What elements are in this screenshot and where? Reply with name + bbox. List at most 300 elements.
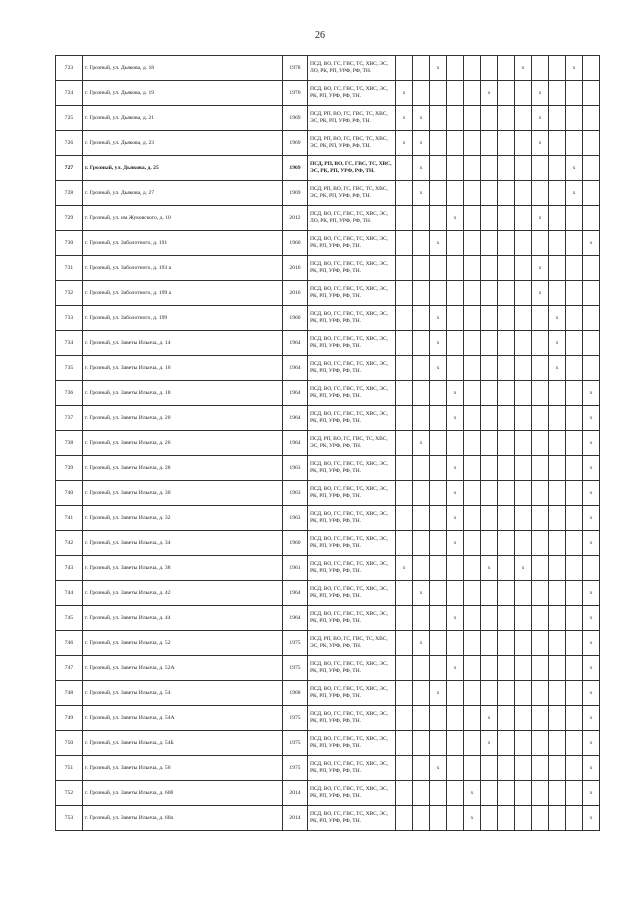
row-works-list: ПСД, ВО, ГС, ГВС, ТС, ХВС, ЭС, РК, РП, УРФ, РФ, ТН. — [308, 381, 396, 406]
row-number: 749 — [56, 706, 83, 731]
row-period-mark — [566, 256, 583, 281]
row-period-mark — [566, 556, 583, 581]
row-number: 753 — [56, 806, 83, 831]
row-period-mark: х — [532, 206, 549, 231]
row-period-mark — [481, 681, 498, 706]
row-period-mark — [396, 606, 413, 631]
row-period-mark — [532, 381, 549, 406]
row-period-mark — [532, 631, 549, 656]
row-period-mark — [430, 256, 447, 281]
table-row — [56, 156, 600, 181]
row-period-mark — [464, 231, 481, 256]
table-row — [56, 131, 600, 156]
row-period-mark — [464, 631, 481, 656]
row-period-mark — [532, 231, 549, 256]
row-period-mark — [549, 406, 566, 431]
row-period-mark — [481, 306, 498, 331]
row-period-mark — [532, 306, 549, 331]
row-period-mark: х — [549, 356, 566, 381]
row-period-mark — [566, 281, 583, 306]
row-period-mark — [430, 781, 447, 806]
row-year: 1969 — [283, 106, 308, 131]
row-address: г. Грозный, ул. Заветы Ильича, д. 38 — [83, 556, 283, 581]
row-period-mark — [549, 231, 566, 256]
row-number: 726 — [56, 131, 83, 156]
row-period-mark: х — [583, 406, 600, 431]
row-period-mark — [430, 506, 447, 531]
row-period-mark — [515, 256, 532, 281]
table-row — [56, 631, 600, 656]
row-period-mark — [396, 281, 413, 306]
row-number: 752 — [56, 781, 83, 806]
table-row — [56, 56, 600, 81]
row-period-mark — [549, 681, 566, 706]
row-period-mark: х — [583, 781, 600, 806]
row-period-mark — [464, 81, 481, 106]
row-period-mark — [583, 556, 600, 581]
row-period-mark — [464, 406, 481, 431]
row-period-mark — [396, 456, 413, 481]
row-address: г. Грозный, ул. Заветы Ильича, д. 54А — [83, 706, 283, 731]
row-period-mark — [515, 606, 532, 631]
row-year: 1975 — [283, 631, 308, 656]
row-address: г. Грозный, ул. им Жуковского, д. 10 — [83, 206, 283, 231]
row-period-mark: х — [583, 681, 600, 706]
table-row — [56, 756, 600, 781]
row-period-mark — [464, 306, 481, 331]
row-period-mark — [515, 231, 532, 256]
row-works-list: ПСД, ВО, ГС, ГВС, ТС, ХВС, ЭС, РК, РП, УРФ, РФ, ТН. — [308, 731, 396, 756]
row-period-mark — [464, 156, 481, 181]
row-period-mark — [481, 506, 498, 531]
row-period-mark — [430, 431, 447, 456]
row-period-mark — [549, 606, 566, 631]
table-row — [56, 106, 600, 131]
row-year: 1963 — [283, 481, 308, 506]
row-period-mark — [532, 606, 549, 631]
row-period-mark — [481, 431, 498, 456]
row-period-mark — [566, 756, 583, 781]
row-period-mark: х — [464, 781, 481, 806]
row-period-mark: х — [549, 306, 566, 331]
row-period-mark — [549, 281, 566, 306]
row-year: 1964 — [283, 356, 308, 381]
row-period-mark — [498, 181, 515, 206]
row-period-mark — [566, 131, 583, 156]
row-period-mark — [464, 531, 481, 556]
row-period-mark — [549, 531, 566, 556]
table-row — [56, 331, 600, 356]
row-period-mark — [481, 231, 498, 256]
row-period-mark: х — [583, 656, 600, 681]
row-works-list: ПСД, РП, ВО, ГС, ГВС, ТС, ХВС, ЭС, РК, РП, УРФ, РФ, ТН. — [308, 156, 396, 181]
row-period-mark — [447, 756, 464, 781]
row-period-mark — [447, 81, 464, 106]
row-period-mark — [481, 131, 498, 156]
row-period-mark — [447, 556, 464, 581]
row-period-mark — [464, 606, 481, 631]
row-period-mark — [532, 806, 549, 831]
row-period-mark — [396, 306, 413, 331]
row-period-mark — [413, 381, 430, 406]
row-period-mark — [447, 631, 464, 656]
row-period-mark — [481, 756, 498, 781]
row-period-mark — [498, 581, 515, 606]
row-period-mark — [396, 506, 413, 531]
row-period-mark — [549, 631, 566, 656]
row-period-mark — [413, 806, 430, 831]
row-address: г. Грозный, ул. Заветы Ильича, д. 20 — [83, 406, 283, 431]
row-period-mark — [430, 156, 447, 181]
row-period-mark — [413, 781, 430, 806]
row-period-mark: х — [430, 756, 447, 781]
table-row — [56, 781, 600, 806]
row-year: 1970 — [283, 81, 308, 106]
row-works-list: ПСД, РП, ВО, ГС, ГВС, ТС, ХВС, ЭС, РК, РП, УРФ, РФ, ТН. — [308, 106, 396, 131]
row-period-mark — [447, 706, 464, 731]
row-period-mark — [549, 206, 566, 231]
row-year: 2014 — [283, 781, 308, 806]
row-period-mark — [447, 231, 464, 256]
row-period-mark — [583, 281, 600, 306]
row-period-mark — [464, 106, 481, 131]
table-row — [56, 731, 600, 756]
row-period-mark — [481, 631, 498, 656]
row-number: 737 — [56, 406, 83, 431]
row-period-mark — [515, 681, 532, 706]
row-period-mark — [430, 381, 447, 406]
row-period-mark — [566, 231, 583, 256]
row-number: 731 — [56, 256, 83, 281]
row-period-mark — [498, 431, 515, 456]
row-address: г. Грозный, ул. Заветы Ильича, д. 52А — [83, 656, 283, 681]
table-row — [56, 581, 600, 606]
row-period-mark: х — [532, 81, 549, 106]
table-row — [56, 181, 600, 206]
row-period-mark — [498, 706, 515, 731]
row-period-mark: х — [583, 706, 600, 731]
row-period-mark — [532, 781, 549, 806]
row-period-mark — [413, 206, 430, 231]
row-period-mark — [430, 481, 447, 506]
row-works-list: ПСД, ВО, ГС, ГВС, ТС, ХВС, ЭС, РК, РП, УРФ, РФ, ТН. — [308, 706, 396, 731]
row-period-mark: х — [583, 806, 600, 831]
row-number: 739 — [56, 456, 83, 481]
row-period-mark — [549, 256, 566, 281]
row-period-mark — [464, 356, 481, 381]
row-period-mark — [464, 206, 481, 231]
row-period-mark — [464, 431, 481, 456]
row-period-mark — [413, 506, 430, 531]
row-period-mark — [481, 206, 498, 231]
row-period-mark — [396, 156, 413, 181]
page-number: 26 — [315, 30, 325, 41]
row-number: 747 — [56, 656, 83, 681]
row-period-mark — [430, 181, 447, 206]
row-period-mark — [447, 581, 464, 606]
row-period-mark — [515, 331, 532, 356]
row-period-mark — [430, 706, 447, 731]
table-row — [56, 481, 600, 506]
row-period-mark — [413, 356, 430, 381]
row-works-list: ПСД, ВО, ГС, ГВС, ТС, ХВС, ЭС, РК, РП, УРФ, РФ, ТН. — [308, 81, 396, 106]
row-period-mark — [549, 781, 566, 806]
row-period-mark: х — [430, 306, 447, 331]
row-period-mark — [464, 706, 481, 731]
row-address: г. Грозный, ул. Заветы Ильича, д. 54Б — [83, 731, 283, 756]
row-year: 1963 — [283, 456, 308, 481]
row-period-mark — [447, 256, 464, 281]
row-period-mark — [532, 681, 549, 706]
row-period-mark — [566, 481, 583, 506]
row-period-mark — [498, 406, 515, 431]
row-address: г. Грозный, ул. Заветы Ильича, д. 30 — [83, 481, 283, 506]
row-period-mark — [430, 581, 447, 606]
row-period-mark — [481, 381, 498, 406]
row-period-mark — [413, 406, 430, 431]
row-period-mark — [498, 756, 515, 781]
row-address: г. Грозный, ул. Заветы Ильича, д. 42 — [83, 581, 283, 606]
row-works-list: ПСД, ВО, ГС, ГВС, ТС, ХВС, ЭС, РК, РП, УРФ, РФ, ТН. — [308, 306, 396, 331]
row-period-mark — [413, 331, 430, 356]
row-period-mark — [549, 706, 566, 731]
row-period-mark — [566, 356, 583, 381]
row-period-mark — [498, 306, 515, 331]
row-period-mark — [515, 806, 532, 831]
row-period-mark — [481, 606, 498, 631]
row-year: 1975 — [283, 731, 308, 756]
row-period-mark: х — [447, 656, 464, 681]
row-period-mark — [481, 456, 498, 481]
row-period-mark: х — [396, 131, 413, 156]
row-period-mark — [549, 731, 566, 756]
row-period-mark: х — [396, 556, 413, 581]
row-period-mark — [464, 181, 481, 206]
row-year: 1960 — [283, 306, 308, 331]
row-period-mark — [549, 381, 566, 406]
table-row — [56, 556, 600, 581]
row-period-mark: х — [566, 181, 583, 206]
row-period-mark — [396, 331, 413, 356]
row-period-mark — [413, 731, 430, 756]
row-period-mark — [447, 806, 464, 831]
row-works-list: ПСД, ВО, ГС, ГВС, ТС, ХВС, ЭС, РК, РП, УРФ, РФ, ТН. — [308, 681, 396, 706]
row-period-mark — [481, 181, 498, 206]
row-address: г. Грозный, ул. Заветы Ильича, д. 28 — [83, 456, 283, 481]
row-number: 745 — [56, 606, 83, 631]
row-period-mark — [447, 156, 464, 181]
row-period-mark — [413, 256, 430, 281]
row-period-mark — [413, 456, 430, 481]
row-address: г. Грозный, ул. Заветы Ильича, д. 26 — [83, 431, 283, 456]
row-period-mark — [396, 581, 413, 606]
row-works-list: ПСД, ВО, ГС, ГВС, ТС, ХВС, ЭС, РК, РП, УРФ, РФ, ТН. — [308, 506, 396, 531]
row-period-mark — [447, 356, 464, 381]
row-period-mark: х — [430, 56, 447, 81]
row-period-mark — [481, 581, 498, 606]
row-address: г. Грозный, ул. Дьякова, д. 21 — [83, 106, 283, 131]
row-period-mark — [498, 131, 515, 156]
row-period-mark — [464, 481, 481, 506]
row-period-mark — [498, 156, 515, 181]
row-address: г. Грозный, ул. Заветы Ильича, д. 32 — [83, 506, 283, 531]
row-period-mark: х — [447, 381, 464, 406]
row-period-mark: х — [583, 756, 600, 781]
row-period-mark: х — [396, 106, 413, 131]
row-number: 724 — [56, 81, 83, 106]
row-period-mark: х — [583, 231, 600, 256]
row-period-mark — [481, 281, 498, 306]
table-row — [56, 256, 600, 281]
row-period-mark — [566, 656, 583, 681]
row-works-list: ПСД, ВО, ГС, ГВС, ТС, ХВС, ЭС, РК, РП, УРФ, РФ, ТН. — [308, 556, 396, 581]
row-period-mark — [498, 806, 515, 831]
row-period-mark — [430, 406, 447, 431]
row-period-mark — [396, 481, 413, 506]
row-works-list: ПСД, ВО, ГС, ГВС, ТС, ХВС, ЭС, РК, РП, УРФ, РФ, ТН. — [308, 406, 396, 431]
row-period-mark — [532, 156, 549, 181]
row-period-mark — [430, 81, 447, 106]
row-number: 734 — [56, 331, 83, 356]
row-period-mark — [566, 631, 583, 656]
table-row — [56, 206, 600, 231]
row-period-mark — [430, 631, 447, 656]
row-period-mark — [413, 606, 430, 631]
row-period-mark — [566, 456, 583, 481]
row-period-mark — [583, 131, 600, 156]
row-period-mark — [464, 731, 481, 756]
row-period-mark — [430, 131, 447, 156]
row-address: г. Грозный, ул. Заветы Ильича, д. 60б — [83, 781, 283, 806]
row-period-mark — [481, 781, 498, 806]
row-period-mark — [447, 681, 464, 706]
row-number: 751 — [56, 756, 83, 781]
row-period-mark — [413, 56, 430, 81]
table-row — [56, 656, 600, 681]
row-period-mark — [396, 706, 413, 731]
row-number: 728 — [56, 181, 83, 206]
row-period-mark — [464, 456, 481, 481]
row-period-mark — [396, 381, 413, 406]
row-period-mark — [515, 756, 532, 781]
row-period-mark — [549, 656, 566, 681]
table-row — [56, 231, 600, 256]
row-period-mark — [515, 356, 532, 381]
row-works-list: ПСД, ВО, ГС, ГВС, ТС, ХВС, ЭС, РК, РП, УРФ, РФ, ТН. — [308, 256, 396, 281]
row-period-mark — [566, 681, 583, 706]
row-period-mark — [566, 806, 583, 831]
row-works-list: ПСД, РП, ВО, ГС, ГВС, ТС, ХВС, ЭС, РК, РП, УРФ, РФ, ТН. — [308, 181, 396, 206]
row-year: 2014 — [283, 806, 308, 831]
row-period-mark — [481, 481, 498, 506]
row-period-mark: х — [413, 131, 430, 156]
row-period-mark — [481, 656, 498, 681]
row-works-list: ПСД, ВО, ГС, ГВС, ТС, ХВС, ЭС, РК, РП, УРФ, РФ, ТН. — [308, 781, 396, 806]
row-works-list: ПСД, ВО, ГС, ГВС, ТС, ХВС, ЭС, РК, РП, УРФ, РФ, ТН. — [308, 331, 396, 356]
row-period-mark — [532, 731, 549, 756]
row-number: 743 — [56, 556, 83, 581]
row-period-mark — [549, 556, 566, 581]
row-period-mark — [566, 781, 583, 806]
row-works-list: ПСД, ВО, ГС, ГВС, ТС, ХВС, ЭС, РК, РП, УРФ, РФ, ТН. — [308, 481, 396, 506]
row-period-mark — [498, 456, 515, 481]
row-number: 746 — [56, 631, 83, 656]
row-period-mark — [413, 531, 430, 556]
row-period-mark — [447, 106, 464, 131]
row-period-mark — [430, 531, 447, 556]
row-year: 2016 — [283, 281, 308, 306]
row-period-mark: х — [583, 531, 600, 556]
row-period-mark — [430, 106, 447, 131]
row-period-mark — [566, 506, 583, 531]
row-period-mark — [396, 56, 413, 81]
row-period-mark — [532, 531, 549, 556]
row-period-mark — [532, 431, 549, 456]
row-period-mark — [396, 656, 413, 681]
table-row — [56, 281, 600, 306]
row-period-mark — [515, 706, 532, 731]
row-period-mark — [447, 431, 464, 456]
row-works-list: ПСД, РП, ВО, ГС, ГВС, ТС, ХВС, ЭС, РК, РП, УРФ, РФ, ТН. — [308, 131, 396, 156]
row-period-mark: х — [430, 356, 447, 381]
row-period-mark — [430, 731, 447, 756]
row-year: 2016 — [283, 256, 308, 281]
table-row — [56, 431, 600, 456]
row-year: 1969 — [283, 131, 308, 156]
row-period-mark — [498, 356, 515, 381]
row-period-mark — [481, 356, 498, 381]
row-year: 1964 — [283, 606, 308, 631]
row-address: г. Грозный, ул. Дьякова, д. 25 — [83, 156, 283, 181]
row-period-mark: х — [532, 106, 549, 131]
table-row — [56, 306, 600, 331]
row-period-mark — [566, 81, 583, 106]
row-number: 732 — [56, 281, 83, 306]
row-year: 1964 — [283, 431, 308, 456]
row-number: 729 — [56, 206, 83, 231]
row-period-mark — [583, 106, 600, 131]
table-row — [56, 81, 600, 106]
row-year: 1964 — [283, 406, 308, 431]
row-period-mark — [515, 181, 532, 206]
row-year: 1961 — [283, 556, 308, 581]
row-period-mark — [549, 56, 566, 81]
row-period-mark — [481, 56, 498, 81]
row-period-mark — [515, 481, 532, 506]
row-period-mark — [498, 606, 515, 631]
row-number: 744 — [56, 581, 83, 606]
housing-register-table — [55, 55, 600, 831]
row-period-mark — [498, 531, 515, 556]
table-row — [56, 681, 600, 706]
row-period-mark — [396, 806, 413, 831]
row-period-mark — [396, 231, 413, 256]
row-period-mark: х — [532, 131, 549, 156]
row-address: г. Грозный, ул. Заболотного, д. 191 — [83, 231, 283, 256]
row-period-mark — [396, 181, 413, 206]
row-number: 740 — [56, 481, 83, 506]
row-period-mark — [396, 256, 413, 281]
row-number: 750 — [56, 731, 83, 756]
row-period-mark — [583, 56, 600, 81]
row-period-mark — [430, 456, 447, 481]
row-period-mark — [532, 356, 549, 381]
row-period-mark — [464, 581, 481, 606]
row-period-mark: х — [447, 456, 464, 481]
row-address: г. Грозный, ул. Дьякова, д. 18 — [83, 56, 283, 81]
row-period-mark: х — [413, 181, 430, 206]
row-period-mark: х — [447, 206, 464, 231]
